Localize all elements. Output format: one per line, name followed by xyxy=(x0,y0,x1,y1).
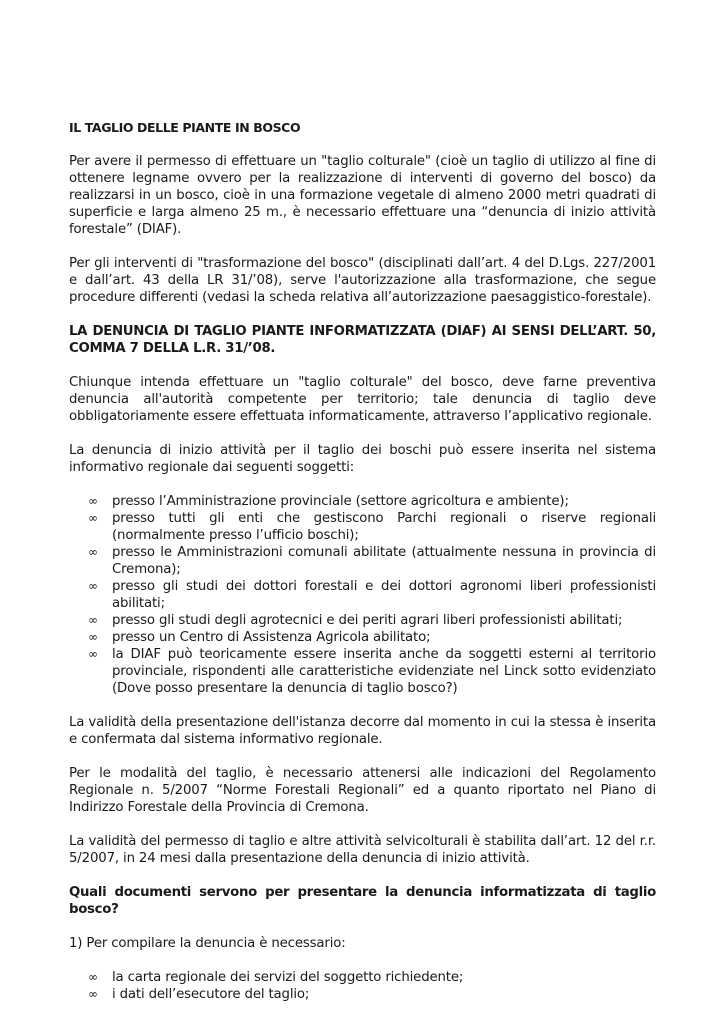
list-item xyxy=(88,544,656,578)
bullet-icon: ∞ xyxy=(88,545,98,559)
document-title: IL TAGLIO DELLE PIANTE IN BOSCO xyxy=(69,120,301,135)
bullet-icon: ∞ xyxy=(88,511,98,525)
bullet-icon: ∞ xyxy=(88,494,98,508)
bullet-icon: ∞ xyxy=(88,987,98,1001)
list-item-text: i dati dell’esecutore del taglio; xyxy=(112,987,310,1002)
list-item-text: presso l’Amministrazione provinciale (settore agricoltura e ambiente); xyxy=(112,494,569,509)
list-item xyxy=(88,969,656,986)
bullet-icon: ∞ xyxy=(88,579,98,593)
list-item-text: presso gli studi degli agrotecnici e dei periti agrari liberi professionisti abilitati; xyxy=(112,613,623,628)
paragraph-compilare: 1) Per compilare la denuncia è necessario: xyxy=(69,936,346,951)
list-item xyxy=(88,510,656,544)
list-item-text: presso tutti gli enti che gestiscono Parchi regionali o riserve regionali (normalmente presso l’ufficio boschi); xyxy=(112,511,656,543)
paragraph-modalita-taglio: Per le modalità del taglio, è necessario attenersi alle indicazioni del Regolamento Regionale n. 5/2007 “Norme Forestali Regionali” ed a quanto riportato nel Piano di Indirizzo Forestale della Provincia di Cremona. xyxy=(69,766,656,815)
bullet-icon: ∞ xyxy=(88,647,98,661)
section-heading-documenti: Quali documenti servono per presentare la denuncia informatizzata di taglio bosco? xyxy=(69,885,656,917)
requisiti-list xyxy=(69,969,656,1003)
list-item xyxy=(88,612,656,629)
bullet-icon: ∞ xyxy=(88,613,98,627)
paragraph-trasformazione: Per gli interventi di "trasformazione del bosco" (disciplinati dall’art. 4 del D.Lgs. 227/2001 e dall’art. 43 della LR 31/’08), serve l'autorizzazione alla trasformazione, che segue procedure differenti (vedasi la scheda relativa all’autorizzazione paesaggistico-forestale). xyxy=(69,256,656,305)
list-item-text: presso le Amministrazioni comunali abilitate (attualmente nessuna in provincia di Cremona); xyxy=(112,545,656,577)
list-item-text: presso un Centro di Assistenza Agricola abilitato; xyxy=(112,630,431,645)
paragraph-taglio-colturale: Per avere il permesso di effettuare un "taglio colturale" (cioè un taglio di utilizzo al fine di ottenere legname ovvero per la realizzazione di interventi di governo del bosco) da realizzarsi in un bosco, cioè in una formazione vegetale di almeno 2000 metri quadrati di superficie e larga almeno 25 m., è necessario effettuare una “denuncia di inizio attività forestale” (DIAF). xyxy=(69,154,656,237)
list-item-text: presso gli studi dei dottori forestali e dei dottori agronomi liberi professionisti abilitati; xyxy=(112,579,656,611)
list-item xyxy=(88,646,656,697)
list-item xyxy=(88,578,656,612)
bullet-icon: ∞ xyxy=(88,630,98,644)
list-item-text: la DIAF può teoricamente essere inserita anche da soggetti esterni al territorio provinciale, rispondenti alle caratteristiche evidenziate nel Linck sotto evidenziato (Dove posso presentare la denuncia di taglio bosco?) xyxy=(112,647,656,696)
paragraph-chiunque: Chiunque intenda effettuare un "taglio colturale" del bosco, deve farne preventiva denuncia all'autorità competente per territorio; tale denuncia di taglio deve obbligatoriamente essere effettuata informaticamente, attraverso l’applicativo regionale. xyxy=(69,375,656,424)
list-item-text: la carta regionale dei servizi del soggetto richiedente; xyxy=(112,970,464,985)
list-item xyxy=(88,629,656,646)
paragraph-validita-istanza: La validità della presentazione dell'istanza decorre dal momento in cui la stessa è inserita e confermata dal sistema informativo regionale. xyxy=(69,715,656,747)
list-item xyxy=(88,493,656,510)
paragraph-soggetti-intro: La denuncia di inizio attività per il taglio dei boschi può essere inserita nel sistema informativo regionale dai seguenti soggetti: xyxy=(69,443,656,475)
soggetti-list xyxy=(69,493,656,697)
list-item xyxy=(88,986,656,1003)
document-page xyxy=(69,119,656,1020)
paragraph-validita-permesso: La validità del permesso di taglio e altre attività selvicolturali è stabilita dall’art. 12 del r.r. 5/2007, in 24 mesi dalla presentazione della denuncia di inizio attività. xyxy=(69,834,656,866)
bullet-icon: ∞ xyxy=(88,970,98,984)
section-heading-diaf: LA DENUNCIA DI TAGLIO PIANTE INFORMATIZZATA (DIAF) AI SENSI DELL’ART. 50, COMMA 7 DELLA L.R. 31/’08. xyxy=(69,324,656,356)
